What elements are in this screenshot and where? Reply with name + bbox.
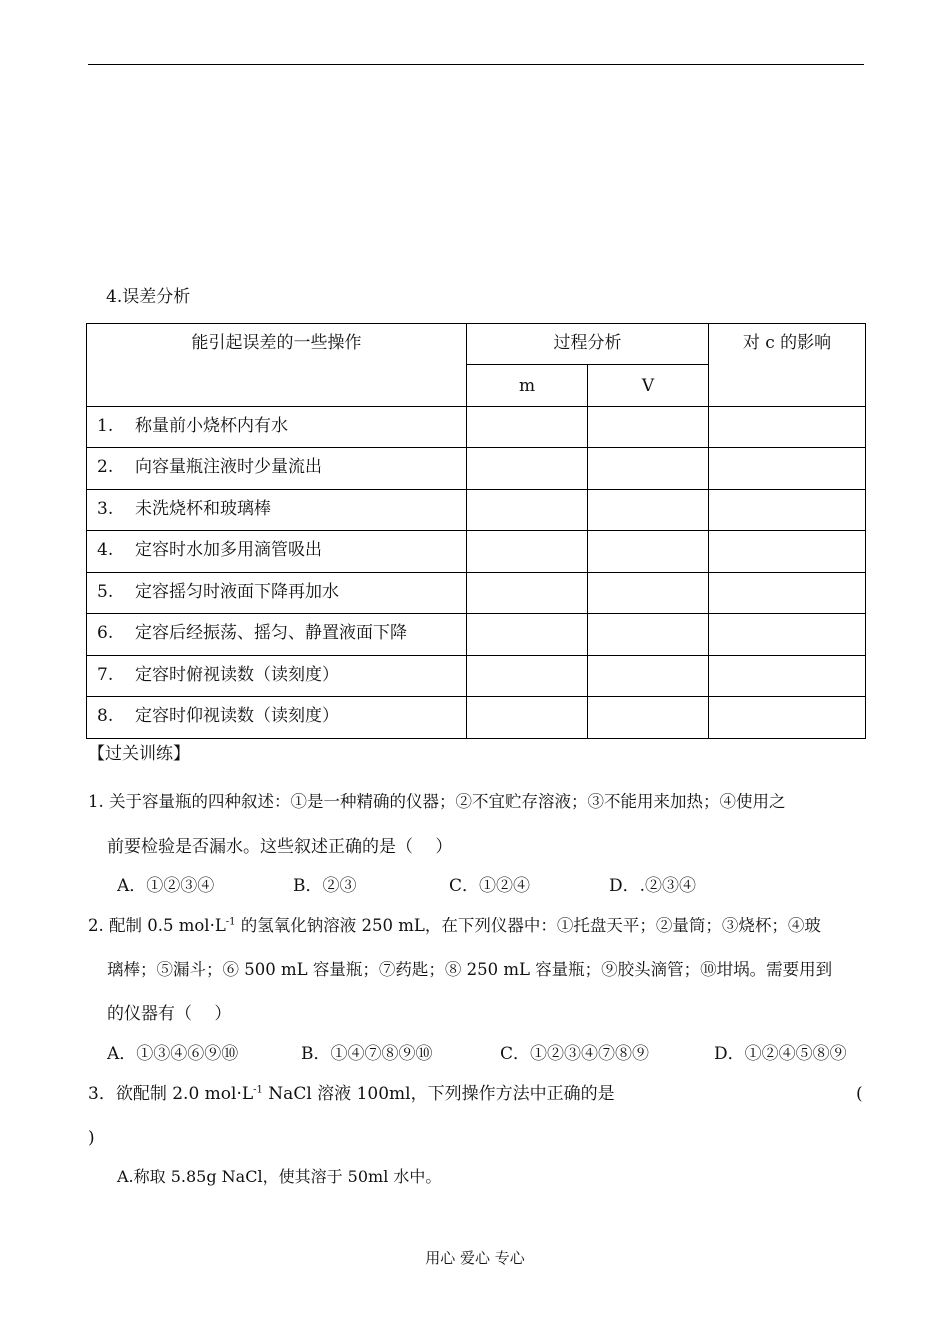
operation-text: 定容后经振荡、摇匀、静置液面下降: [135, 623, 407, 643]
operation-text: 未洗烧杯和玻璃棒: [135, 499, 271, 519]
m-cell: [467, 614, 588, 656]
q2-option-a: A．①③④⑥⑨⑩: [107, 1044, 239, 1064]
effect-cell: [709, 407, 866, 448]
effect-cell: [709, 614, 866, 656]
q1-option-c: C．①②④: [449, 876, 531, 896]
row-number: 2.: [97, 457, 114, 477]
m-cell: [467, 573, 588, 614]
v-cell: [588, 614, 709, 656]
q1-line2: 前要检验是否漏水。这些叙述正确的是（ ）: [107, 837, 453, 857]
operation-text: 定容时水加多用滴管吸出: [135, 540, 322, 560]
q3-paren-open: (: [856, 1084, 863, 1104]
table-row: [87, 614, 866, 656]
header-process: 过程分析: [467, 324, 709, 365]
row-number: 8.: [97, 706, 114, 726]
m-cell: [467, 448, 588, 490]
training-title: 【过关训练】: [88, 744, 190, 764]
table-row: [87, 697, 866, 739]
operation-text: 定容摇匀时液面下降再加水: [135, 582, 339, 602]
q2-option-b: B．①④⑦⑧⑨⑩: [301, 1044, 433, 1064]
q3-paren-close: ): [88, 1128, 95, 1148]
q3-exponent: -1: [253, 1084, 263, 1096]
q2-option-d: D．①②④⑤⑧⑨: [714, 1044, 847, 1064]
q2-line1-a: 2. 配制 0.5 mol·L: [88, 916, 226, 935]
row-number: 4.: [97, 540, 114, 560]
effect-cell: [709, 531, 866, 573]
q2-line1: [88, 915, 821, 937]
effect-cell: [709, 490, 866, 531]
row-number: 6.: [97, 623, 114, 643]
effect-cell: [709, 697, 866, 739]
section-title: 4.误差分析: [106, 287, 191, 307]
q3-option-a: A.称取 5.85g NaCl，使其溶于 50ml 水中。: [117, 1167, 442, 1186]
operation-cell: [87, 656, 467, 697]
q1-line1: 1. 关于容量瓶的四种叙述：①是一种精确的仪器；②不宜贮存溶液；③不能用来加热；④使用之: [88, 792, 786, 811]
q3-line1-b: NaCl 溶液 100ml，下列操作方法中正确的是: [262, 1084, 615, 1104]
header-v: V: [588, 365, 709, 407]
operation-cell: [87, 407, 467, 448]
v-cell: [588, 656, 709, 697]
operation-cell: [87, 448, 467, 490]
header-effect: 对 c 的影响: [709, 324, 866, 407]
operation-cell: [87, 697, 467, 739]
table-row: [87, 573, 866, 614]
m-cell: [467, 656, 588, 697]
operation-text: 向容量瓶注液时少量流出: [135, 457, 322, 477]
row-number: 1.: [97, 416, 114, 436]
q2-line1-b: 的氢氧化钠溶液 250 mL，在下列仪器中：①托盘天平；②量筒；③烧杯；④玻: [235, 916, 821, 935]
v-cell: [588, 448, 709, 490]
v-cell: [588, 531, 709, 573]
page-footer: 用心 爱心 专心: [425, 1249, 525, 1267]
operation-text: 定容时仰视读数（读刻度）: [135, 706, 339, 726]
row-number: 3.: [97, 499, 114, 519]
effect-cell: [709, 448, 866, 490]
operation-cell: [87, 490, 467, 531]
q2-line2: 璃棒；⑤漏斗；⑥ 500 mL 容量瓶；⑦药匙；⑧ 250 mL 容量瓶；⑨胶头滴管；⑩坩埚。需要用到: [107, 960, 833, 979]
operation-cell: [87, 614, 467, 656]
operation-cell: [87, 531, 467, 573]
operation-text: 定容时俯视读数（读刻度）: [135, 665, 339, 685]
q2-exponent: -1: [225, 916, 236, 928]
m-cell: [467, 531, 588, 573]
table-row: [87, 656, 866, 697]
header-m: m: [467, 365, 588, 407]
m-cell: [467, 407, 588, 448]
q3-line1-a: 3．欲配制 2.0 mol·L: [88, 1084, 254, 1104]
row-number: 5.: [97, 582, 114, 602]
table-row: [87, 490, 866, 531]
q1-option-d: D．.②③④: [609, 876, 697, 896]
table-row: [87, 448, 866, 490]
header-rule: [88, 64, 864, 65]
v-cell: [588, 490, 709, 531]
operation-text: 称量前小烧杯内有水: [135, 416, 288, 436]
q1-option-b: B．②③: [293, 876, 357, 896]
table-row: [87, 407, 866, 448]
q3-line1: [88, 1083, 615, 1105]
v-cell: [588, 573, 709, 614]
v-cell: [588, 407, 709, 448]
row-number: 7.: [97, 665, 114, 685]
q2-line3: 的仪器有（ ）: [107, 1004, 232, 1024]
table-row: [87, 531, 866, 573]
error-analysis-table: [86, 323, 866, 739]
q2-option-c: C．①②③④⑦⑧⑨: [500, 1044, 650, 1064]
m-cell: [467, 490, 588, 531]
effect-cell: [709, 656, 866, 697]
m-cell: [467, 697, 588, 739]
header-operation: 能引起误差的一些操作: [87, 324, 467, 407]
effect-cell: [709, 573, 866, 614]
q1-option-a: A．①②③④: [117, 876, 215, 896]
operation-cell: [87, 573, 467, 614]
v-cell: [588, 697, 709, 739]
